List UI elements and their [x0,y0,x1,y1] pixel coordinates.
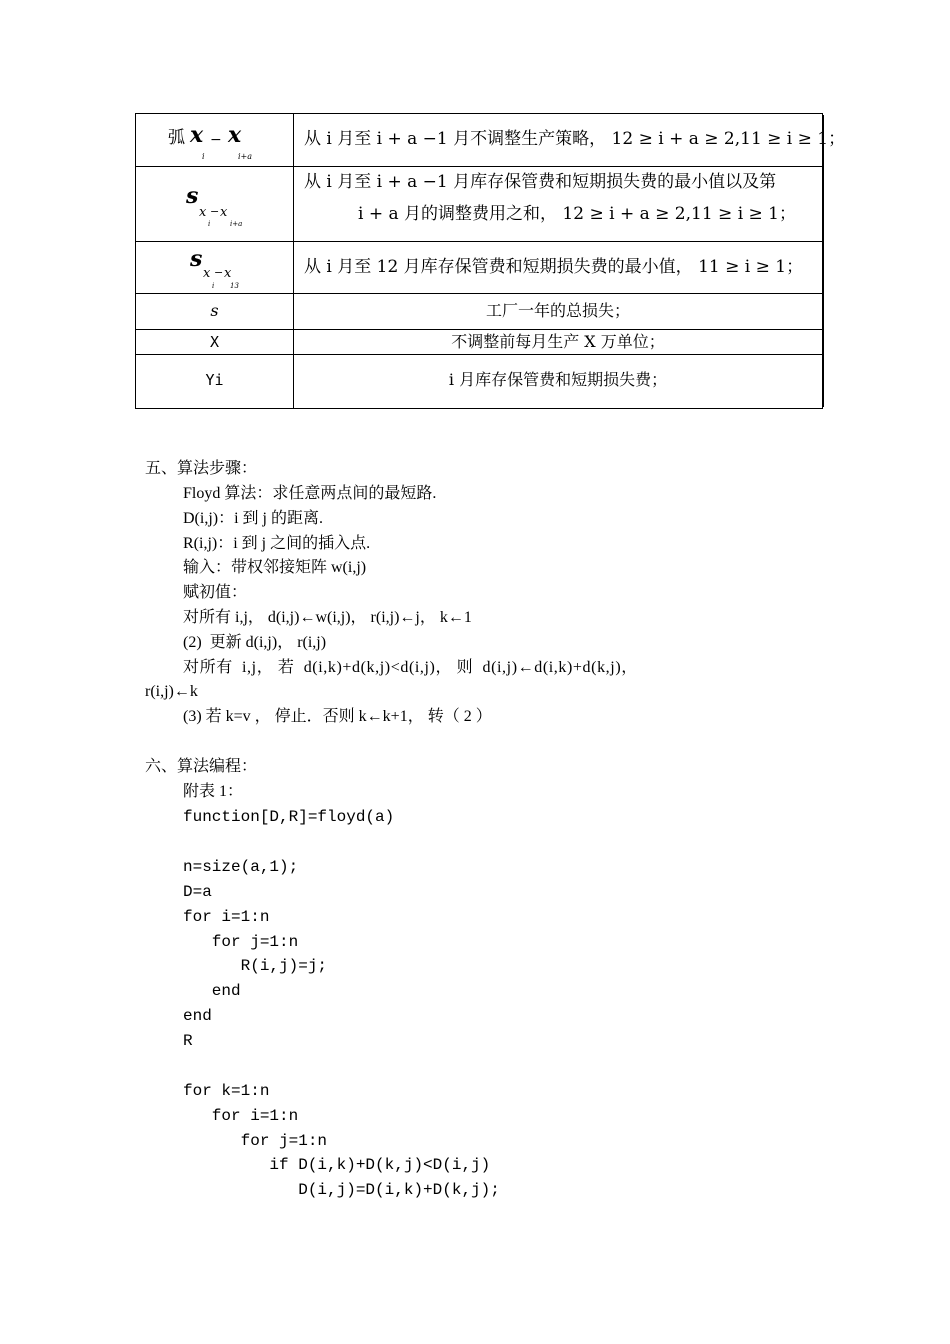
text-line: (3) 若 k=v ， 停止．否则 k←k+1， 转（ 2 ） [183,708,492,725]
subscript: 13 [230,282,239,290]
table-row [136,242,822,294]
table-cell-symbol [136,355,294,408]
table-cell-description [294,294,822,329]
text-line: D(i,j)：i 到 j 的距离. [183,510,323,527]
appendix-label: 附表 1： [183,783,244,800]
symbol-X: X [209,333,220,351]
code-line: if D(i,k)+D(k,j)<D(i,j) [183,1156,491,1174]
description-text: i + a 月的调整费用之和， 12 ≥ i + a ≥ 2,11 ≥ i ≥ 1； [358,204,796,224]
table-row [136,167,822,242]
symbol-s: s [186,183,199,209]
arc-prefix: 弧 [168,128,185,148]
symbol-s-total: s [210,301,219,320]
symbol-x: x [228,122,242,148]
description-text: 工厂一年的总损失； [485,301,630,320]
description-text: 不调整前每月生产 X 万单位； [451,332,665,351]
code-line: R(i,j)=j; [183,957,328,975]
symbol-Yi: Yi [205,371,224,389]
code-line: n=size(a,1); [183,858,299,876]
subscript: i [208,220,211,228]
table-cell-description [294,114,846,166]
code-line: for j=1:n [183,933,299,951]
subscript: − [214,266,224,279]
code-line: for k=1:n [183,1082,270,1100]
description-text: 从 i 月至 i + a −1 月库存保管费和短期损失费的最小值以及第 [304,172,777,192]
text-line: r(i,j)←k [145,683,198,700]
code-line: D=a [183,883,212,901]
subscript: x [224,266,232,281]
text-line: (2) 更新 d(i,j)， r(i,j) [183,634,327,651]
table-cell-description [294,330,822,354]
code-line: function[D,R]=floyd(a) [183,808,395,826]
code-line: for i=1:n [183,1107,299,1125]
text-line: Floyd 算法：求任意两点间的最短路. [183,485,437,502]
subscript: x [220,205,228,220]
table-cell-symbol [136,242,294,293]
subscript: i+a [238,152,253,161]
text-line: 输入：带权邻接矩阵 w(i,j) [183,559,367,576]
subscript: i [212,282,215,290]
code-line: end [183,982,241,1000]
description-text: 从 i 月至 12 月库存保管费和短期损失费的最小值， 11 ≥ i ≥ 1； [304,257,804,277]
subscript: x [203,266,211,281]
table-row [136,330,822,355]
subscript: x [199,205,207,220]
section-heading: 五、算法步骤： [145,460,258,477]
variable-table [135,113,846,409]
symbol-x: x [190,122,204,148]
text-line: R(i,j)：i 到 j 之间的插入点. [183,535,371,552]
table-row [136,294,822,330]
section-heading: 六、算法编程： [145,758,258,775]
code-line: R [183,1032,193,1050]
code-line: for j=1:n [183,1132,328,1150]
table-row [136,114,846,167]
subscript: − [210,205,220,218]
symbol-dash: − [210,132,222,148]
code-line: D(i,j)=D(i,k)+D(k,j); [183,1181,500,1199]
code-line: for i=1:n [183,908,270,926]
subscript: i+a [230,220,243,228]
table-row [136,355,822,408]
table-cell-description [294,355,822,408]
text-line: 对所有 i,j， d(i,j)←w(i,j)， r(i,j)←j， k←1 [183,609,472,626]
table-cell-symbol [136,114,294,166]
table-cell-description [294,167,822,241]
text-line: 赋初值： [183,584,248,601]
code-line: end [183,1007,212,1025]
table-cell-symbol [136,330,294,354]
table-cell-description [294,242,822,293]
description-text: i 月库存保管费和短期损失费； [448,370,668,389]
description-text: 从 i 月至 i + a −1 月不调整生产策略， 12 ≥ i + a ≥ 2,11 ≥ i ≥ 1； [304,129,846,149]
subscript: i [202,152,205,161]
symbol-s: s [190,246,203,272]
table-cell-symbol [136,167,294,241]
text-line: 对所有 i,j， 若 d(i,k)+d(k,j)<d(i,j)， 则 d(i,j)←d(i,k)+d(k,j)， [183,659,638,676]
table-cell-symbol [136,294,294,329]
